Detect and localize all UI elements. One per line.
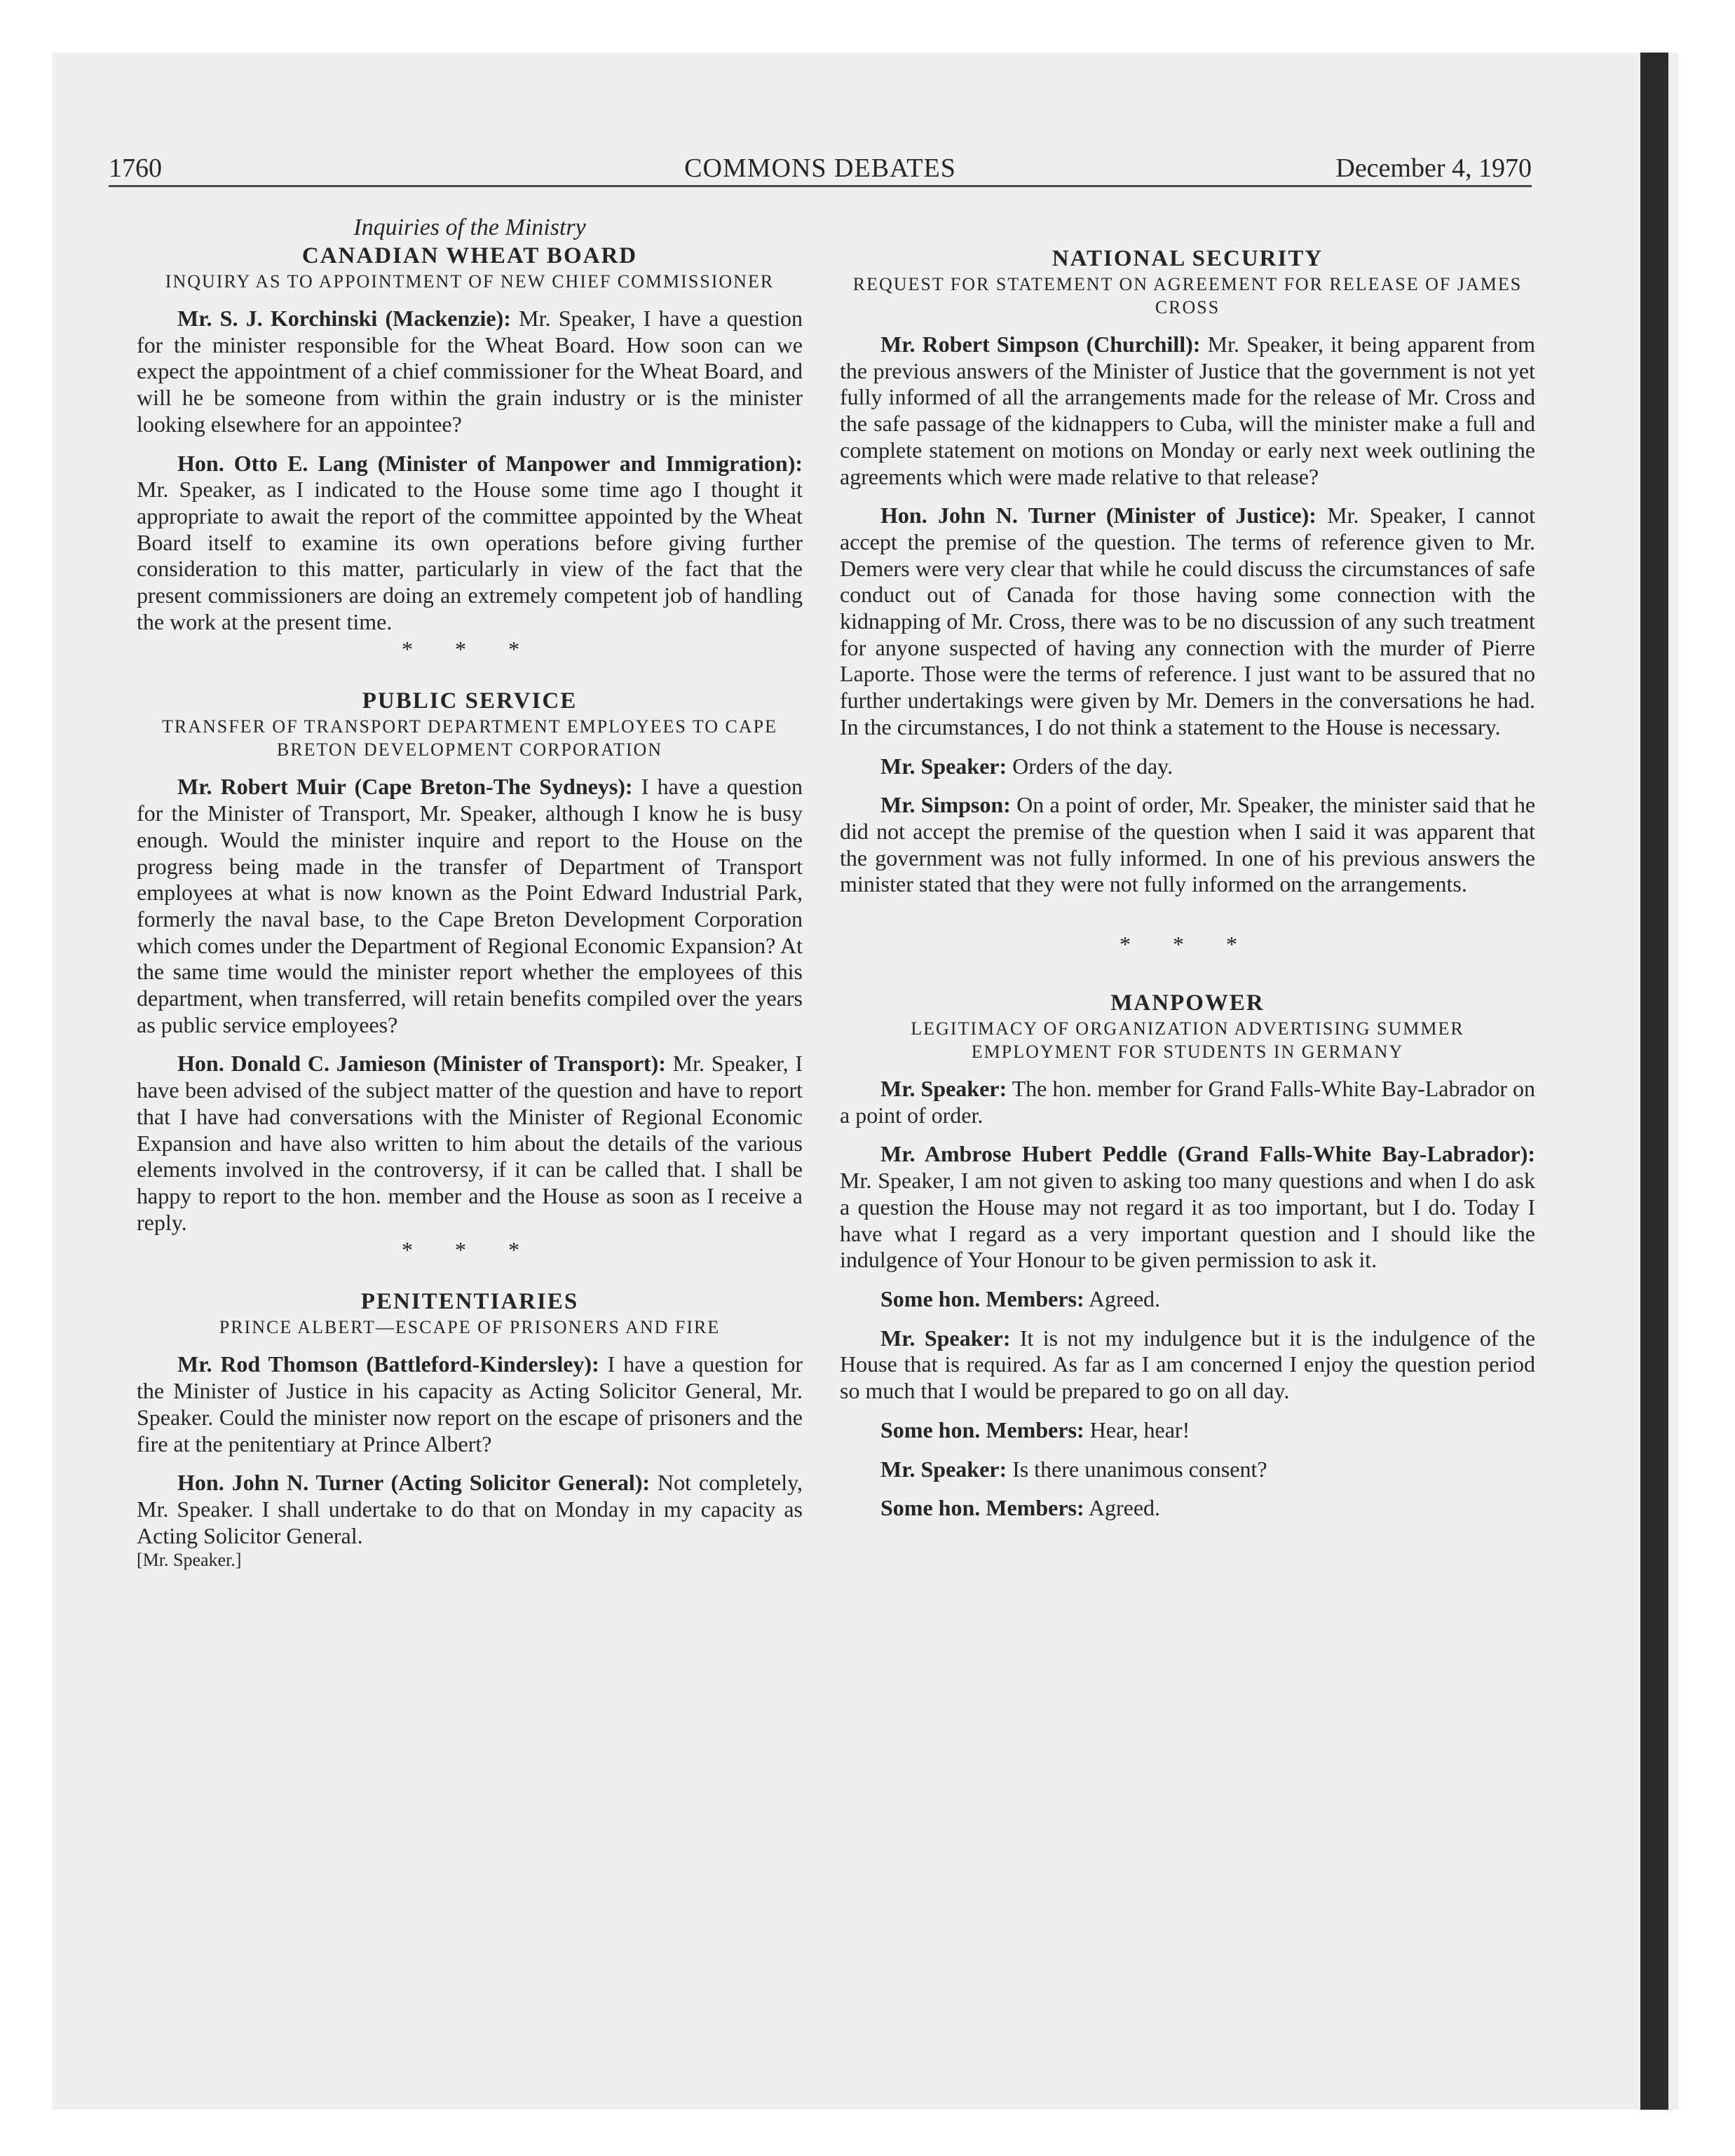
speech <box>137 306 803 438</box>
section-subhead: TRANSFER OF TRANSPORT DEPARTMENT EMPLOYEES TO CAPE BRETON DEVELOPMENT CORPORATION <box>161 716 777 760</box>
speech-text: Mr. Speaker, I cannot accept the premise of the question. The terms of reference given to Mr. Demers were very clear that while he could discuss the circumstances of safe conduct out of Canada for those having some connection with the kidnapping of Mr. Cross, there was to be no discussion of any such treatment for anyone suspected of having any connection with the murder of Pierre Laporte. Those were the terms of reference. I just want to be assured that no further undertakings were given by Mr. Demers in the conversations he had. In the circumstances, I do not think a statement to the House is necessary. <box>840 503 1536 739</box>
speech <box>137 774 803 1038</box>
speaker-name: Mr. Robert Simpson (Churchill): <box>880 332 1201 357</box>
left-column <box>137 214 803 1571</box>
speaker-name: Mr. Robert Muir (Cape Breton-The Sydneys): <box>177 774 633 800</box>
section-heading-wheat-board: CANADIAN WHEAT BOARD <box>301 243 638 268</box>
speech-text: On a point of order, Mr. Speaker, the minister said that he did not accept the premise of the question when I said it was apparent that the government was not fully informed. In one of his previous answers the minister stated that they were not fully informed on the arrangements. <box>840 792 1536 897</box>
speech <box>840 503 1535 740</box>
speech <box>840 1325 1535 1405</box>
speaker-name: Some hon. Members: <box>880 1495 1084 1521</box>
speech-text: Mr. Speaker, I am not given to asking too many questions and when I do ask a question the House may not regard it as too important, but I do. Today I have what I regard as a very important question and I should like the indulgence of Your Honour to be given permission to ask it. <box>840 1168 1535 1273</box>
speech-text: Mr. Speaker, I have a question for the minister responsible for the Wheat Board. How soon can we expect the appointment of a chief commissioner for the Wheat Board, and will he be someone from within the grain industry or is the minister looking elsewhere for an appointee? <box>137 306 803 437</box>
section-heading-penitentiaries: PENITENTIARIES <box>360 1289 579 1315</box>
page-footnote: [Mr. Speaker.] <box>137 1550 242 1571</box>
speech-text: The hon. member for Grand Falls-White Bay-Labrador on a point of order. <box>840 1076 1536 1128</box>
speaker-name: Mr. Simpson: <box>880 792 1011 818</box>
speech-text: Not completely, Mr. Speaker. I shall undertake to do that on Monday in my capacity as Acting Solicitor General. <box>137 1470 803 1548</box>
speech-text: I have a question for the Minister of Justice in his capacity as Acting Solicitor General, Mr. Speaker. Could the minister now report on the escape of prisoners and the fire at the penitentiary at Prince Albert? <box>137 1351 803 1456</box>
speech-text: Agreed. <box>1088 1285 1161 1311</box>
speech-text: Agreed. <box>1088 1495 1161 1521</box>
page-number: 1760 <box>109 153 162 183</box>
speaker-name: Hon. John N. Turner (Acting Solicitor General): <box>177 1470 651 1496</box>
speaker-name: Mr. Speaker: <box>880 1325 1011 1351</box>
publication-title: COMMONS DEBATES <box>684 153 956 183</box>
speech-text: Hear, hear! <box>1089 1417 1190 1442</box>
speech <box>840 1456 1535 1483</box>
speaker-name: Hon. Donald C. Jamieson (Minister of Transport): <box>177 1051 666 1077</box>
speech <box>840 332 1535 490</box>
page-header <box>109 153 1532 187</box>
section-subhead: INQUIRY AS TO APPOINTMENT OF NEW CHIEF COMMISSIONER <box>165 271 775 292</box>
page-date: December 4, 1970 <box>1335 153 1532 183</box>
section-heading-national-security: NATIONAL SECURITY <box>1052 246 1324 271</box>
speech <box>840 1417 1535 1444</box>
speech <box>840 1141 1535 1274</box>
speaker-name: Hon. John N. Turner (Minister of Justice): <box>880 503 1316 528</box>
section-divider: * * * <box>1120 932 1256 957</box>
speaker-name: Hon. Otto E. Lang (Minister of Manpower and Immigration): <box>177 450 803 476</box>
section-subhead: LEGITIMACY OF ORGANIZATION ADVERTISING SUMMER EMPLOYMENT FOR STUDENTS IN GERMANY <box>911 1018 1464 1063</box>
speech <box>137 451 803 636</box>
speaker-name: Mr. Ambrose Hubert Peddle (Grand Falls-White Bay-Labrador): <box>880 1141 1535 1167</box>
speech <box>137 1470 803 1549</box>
section-divider: * * * <box>402 1237 538 1263</box>
speech-text: I have a question for the Minister of Transport, Mr. Speaker, although I know he is busy enough. Would the minister inquire and report to the House on the progress being made in the transfer of Department of Transport employees at what is now known as the Point Edward Industrial Park, formerly the naval base, to the Cape Breton Development Corporation which comes under the Department of Regional Economic Expansion? At the same time would the minister report whether the employees of this department, when transferred, will retain benefits compiled over the years as public service employees? <box>137 774 803 1037</box>
speaker-name: Mr. Speaker: <box>880 1076 1007 1102</box>
section-divider: * * * <box>402 636 538 662</box>
section-subhead: PRINCE ALBERT—ESCAPE OF PRISONERS AND FIRE <box>219 1317 721 1338</box>
right-column <box>840 214 1535 1522</box>
speech <box>840 753 1535 780</box>
speaker-name: Mr. S. J. Korchinski (Mackenzie): <box>177 306 511 331</box>
section-kicker: Inquiries of the Ministry <box>353 214 586 240</box>
section-heading-public-service: PUBLIC SERVICE <box>362 688 578 714</box>
speaker-name: Mr. Rod Thomson (Battleford-Kindersley): <box>177 1351 599 1377</box>
speech-text: Orders of the day. <box>1012 753 1173 779</box>
speaker-name: Mr. Speaker: <box>880 1456 1007 1482</box>
speech <box>840 1495 1535 1522</box>
section-subhead: REQUEST FOR STATEMENT ON AGREEMENT FOR RELEASE OF JAMES CROSS <box>852 274 1523 318</box>
speaker-name: Some hon. Members: <box>880 1285 1084 1311</box>
speaker-name: Some hon. Members: <box>880 1417 1084 1442</box>
speech-text: Mr. Speaker, I have been advised of the subject matter of the question and have to report that I have had conversations with the Minister of Regional Economic Expansion and have also written to him about the details of the various elements involved in the controversy, if it can be called that. I shall be happy to report to the hon. member and the House as soon as I receive a reply. <box>137 1051 803 1235</box>
speech <box>137 1351 803 1457</box>
speech <box>840 1076 1535 1128</box>
speech <box>137 1051 803 1236</box>
speech <box>840 792 1535 898</box>
speech-text: Is there unanimous consent? <box>1012 1456 1267 1482</box>
speaker-name: Mr. Speaker: <box>880 753 1007 779</box>
scan-edge-bar <box>1640 53 1668 2110</box>
speech-text: Mr. Speaker, it being apparent from the previous answers of the Minister of Justice that the government is not yet fully informed of all the arrangements made for the release of Mr. Cross and the safe passage of the kidnappers to Cuba, will the minister make a full and complete statement on motions on Monday or early next week outlining the agreements which were made relative to that release? <box>840 332 1536 489</box>
speech-text: Mr. Speaker, as I indicated to the House some time ago I thought it appropriate to await the report of the committee appointed by the Wheat Board itself to examine its own operations before giving further consideration to this matter, particularly in view of the fact that the present commissioners are doing an extremely competent job of handling the work at the present time. <box>137 477 803 634</box>
speech <box>840 1286 1535 1313</box>
speech-text: It is not my indulgence but it is the indulgence of the House that is required. As far as I am concerned I enjoy the question period so much that I would be prepared to go on all day. <box>840 1325 1536 1404</box>
section-heading-manpower: MANPOWER <box>1110 990 1265 1016</box>
